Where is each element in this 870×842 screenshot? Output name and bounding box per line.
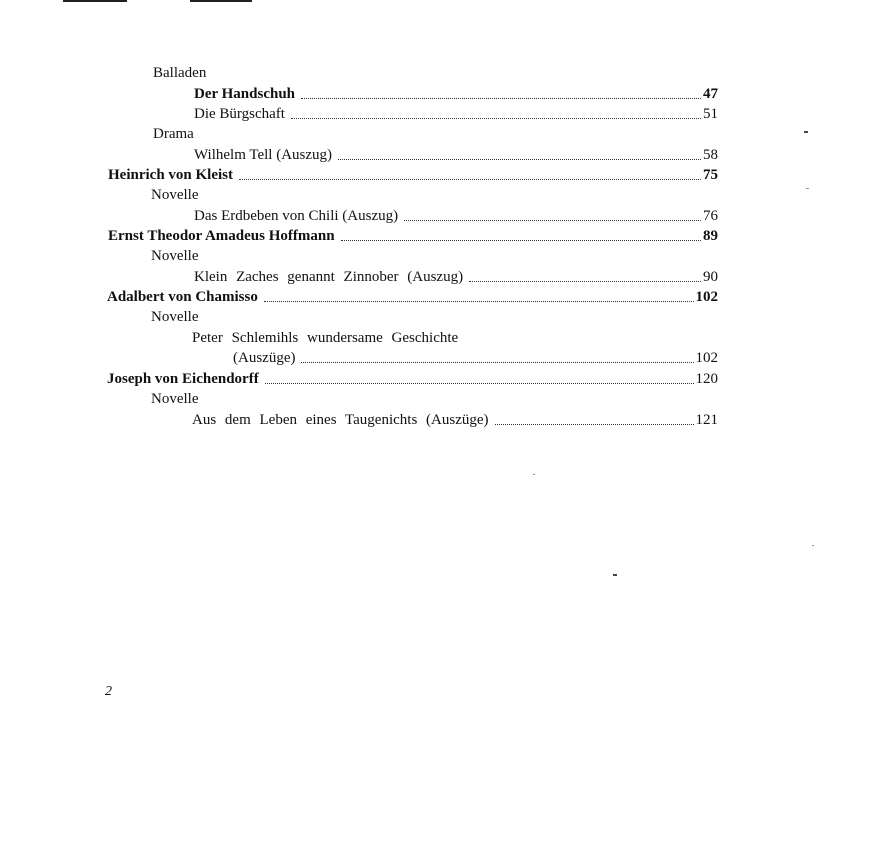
toc-section-heading: Novelle xyxy=(151,309,199,325)
toc-section-heading: Novelle xyxy=(151,187,199,203)
toc-author-entry: Ernst Theodor Amadeus Hoffmann 89 xyxy=(108,228,718,244)
toc-entry: Klein Zaches genannt Zinnober (Auszug) 90 xyxy=(194,269,718,285)
toc-author-entry: Heinrich von Kleist 75 xyxy=(108,167,718,183)
dot-leader xyxy=(301,97,701,99)
toc-entry: Wilhelm Tell (Auszug) 58 xyxy=(194,147,718,163)
scan-speck xyxy=(613,574,617,576)
dot-leader xyxy=(341,239,701,241)
dot-leader xyxy=(301,361,693,363)
dot-leader xyxy=(265,382,694,384)
toc-entry: Aus dem Leben eines Taugenichts (Auszüge) 121 xyxy=(192,412,718,428)
dot-leader xyxy=(404,219,701,221)
scan-speck xyxy=(812,545,814,546)
dot-leader xyxy=(291,117,701,119)
dot-leader xyxy=(239,178,701,180)
toc-entry: (Auszüge) 102 xyxy=(233,350,718,366)
toc-entry: Der Handschuh 47 xyxy=(194,86,718,102)
toc-section-heading: Novelle xyxy=(151,391,199,407)
toc-entry-title-line: Peter Schlemihls wundersame Geschichte xyxy=(192,330,459,346)
dot-leader xyxy=(338,158,701,160)
dot-leader xyxy=(469,280,701,282)
toc-section-heading: Novelle xyxy=(151,248,199,264)
page-number: 2 xyxy=(105,684,112,699)
scan-speck xyxy=(533,474,535,475)
toc-entry: Die Bürgschaft 51 xyxy=(194,106,718,122)
scan-speck xyxy=(804,131,808,133)
toc-section-heading: Balladen xyxy=(153,65,207,81)
toc-entry: Das Erdbeben von Chili (Auszug) 76 xyxy=(194,208,718,224)
toc-author-entry: Joseph von Eichendorff 120 xyxy=(107,371,718,387)
toc-section-heading: Drama xyxy=(153,126,194,142)
scan-speck xyxy=(806,188,809,189)
dot-leader xyxy=(495,423,694,425)
dot-leader xyxy=(264,300,694,302)
toc-author-entry: Adalbert von Chamisso 102 xyxy=(107,289,718,305)
